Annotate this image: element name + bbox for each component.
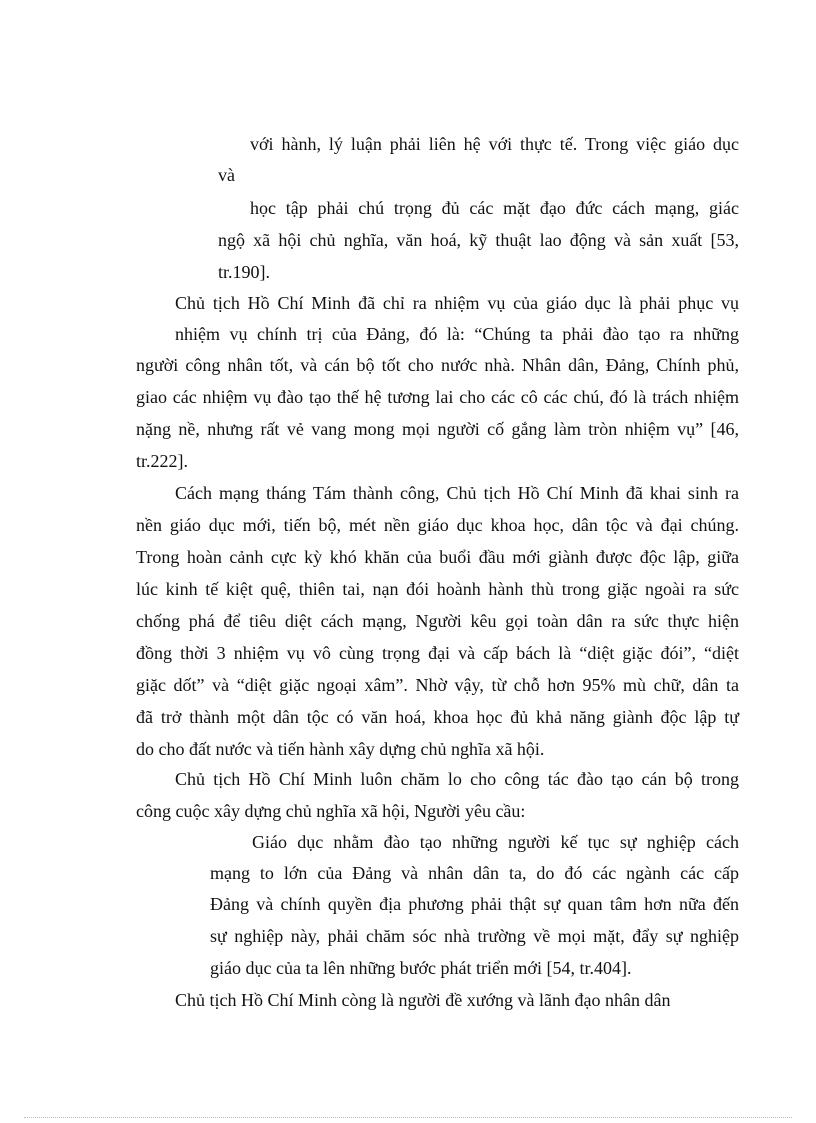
- body-line: nhiệm vụ chính trị của Đảng, đó là: “Chúng ta phải đào tạo ra những: [175, 324, 739, 344]
- body-line: tr.222].: [136, 451, 188, 471]
- body-line: nặng nề, nhưng rất vẻ vang mong mọi người cố gắng làm tròn nhiệm vụ” [46,: [136, 419, 739, 439]
- quote-line: mạng to lớn của Đảng và nhân dân ta, do đó các ngành các cấp: [210, 863, 739, 883]
- quote-line: sự nghiệp này, phải chăm sóc nhà trường về mọi mặt, đẩy sự nghiệp: [210, 926, 739, 946]
- quote-line: với hành, lý luận phải liên hệ với thực tế. Trong việc giáo dục: [250, 134, 739, 154]
- body-line: công cuộc xây dựng chủ nghĩa xã hội, Người yêu cầu:: [136, 801, 526, 821]
- body-line: đã trở thành một dân tộc có văn hoá, khoa học đủ khả năng giành độc lập tự: [136, 707, 739, 727]
- body-line: giặc dốt” và “diệt giặc ngoại xâm”. Nhờ vậy, từ chỗ hơn 95% mù chữ, dân ta: [136, 675, 739, 695]
- body-line: Trong hoàn cảnh cực kỳ khó khăn của buổi đầu mới giành được độc lập, giữa: [136, 547, 739, 567]
- body-line: Chủ tịch Hồ Chí Minh luôn chăm lo cho công tác đào tạo cán bộ trong: [175, 769, 739, 789]
- body-line: Chủ tịch Hồ Chí Minh còng là người đề xướng và lãnh đạo nhân dân: [175, 990, 671, 1010]
- quote-line: ngộ xã hội chủ nghĩa, văn hoá, kỹ thuật lao động và sản xuất [53,: [218, 230, 739, 250]
- body-line: Cách mạng tháng Tám thành công, Chủ tịch Hồ Chí Minh đã khai sinh ra: [175, 483, 739, 503]
- quote-line: học tập phải chú trọng đủ các mặt đạo đức cách mạng, giác: [250, 198, 739, 218]
- body-line: lúc kinh tế kiệt quệ, thiên tai, nạn đói hoành hành thù trong giặc ngoài ra sức: [136, 579, 739, 599]
- quote-line: Đảng và chính quyền địa phương phải thật sự quan tâm hơn nữa đến: [210, 894, 739, 914]
- quote-line: tr.190].: [218, 262, 270, 282]
- body-line: do cho đất nước và tiến hành xây dựng chủ nghĩa xã hội.: [136, 739, 545, 759]
- body-line: chống phá để tiêu diệt cách mạng, Người kêu gọi toàn dân ra sức thực hiện: [136, 611, 739, 631]
- quote-line: Giáo dục nhằm đào tạo những người kế tục sự nghiệp cách: [252, 832, 739, 852]
- quote-line: giáo dục của ta lên những bước phát triển mới [54, tr.404].: [210, 958, 632, 978]
- body-line: Chủ tịch Hồ Chí Minh đã chỉ ra nhiệm vụ của giáo dục là phải phục vụ: [175, 293, 739, 313]
- quote-line: và: [218, 165, 235, 185]
- body-line: nền giáo dục mới, tiến bộ, mét nền giáo dục khoa học, dân tộc và đại chúng.: [136, 515, 739, 535]
- page-bottom-divider: [24, 1117, 792, 1118]
- body-line: đồng thời 3 nhiệm vụ vô cùng trọng đại và cấp bách là “diệt giặc đói”, “diệt: [136, 643, 739, 663]
- body-line: giao các nhiệm vụ đào tạo thế hệ tương lai cho các cô các chú, đó là trách nhiệm: [136, 387, 739, 407]
- body-line: người công nhân tốt, và cán bộ tốt cho nước nhà. Nhân dân, Đảng, Chính phủ,: [136, 355, 739, 375]
